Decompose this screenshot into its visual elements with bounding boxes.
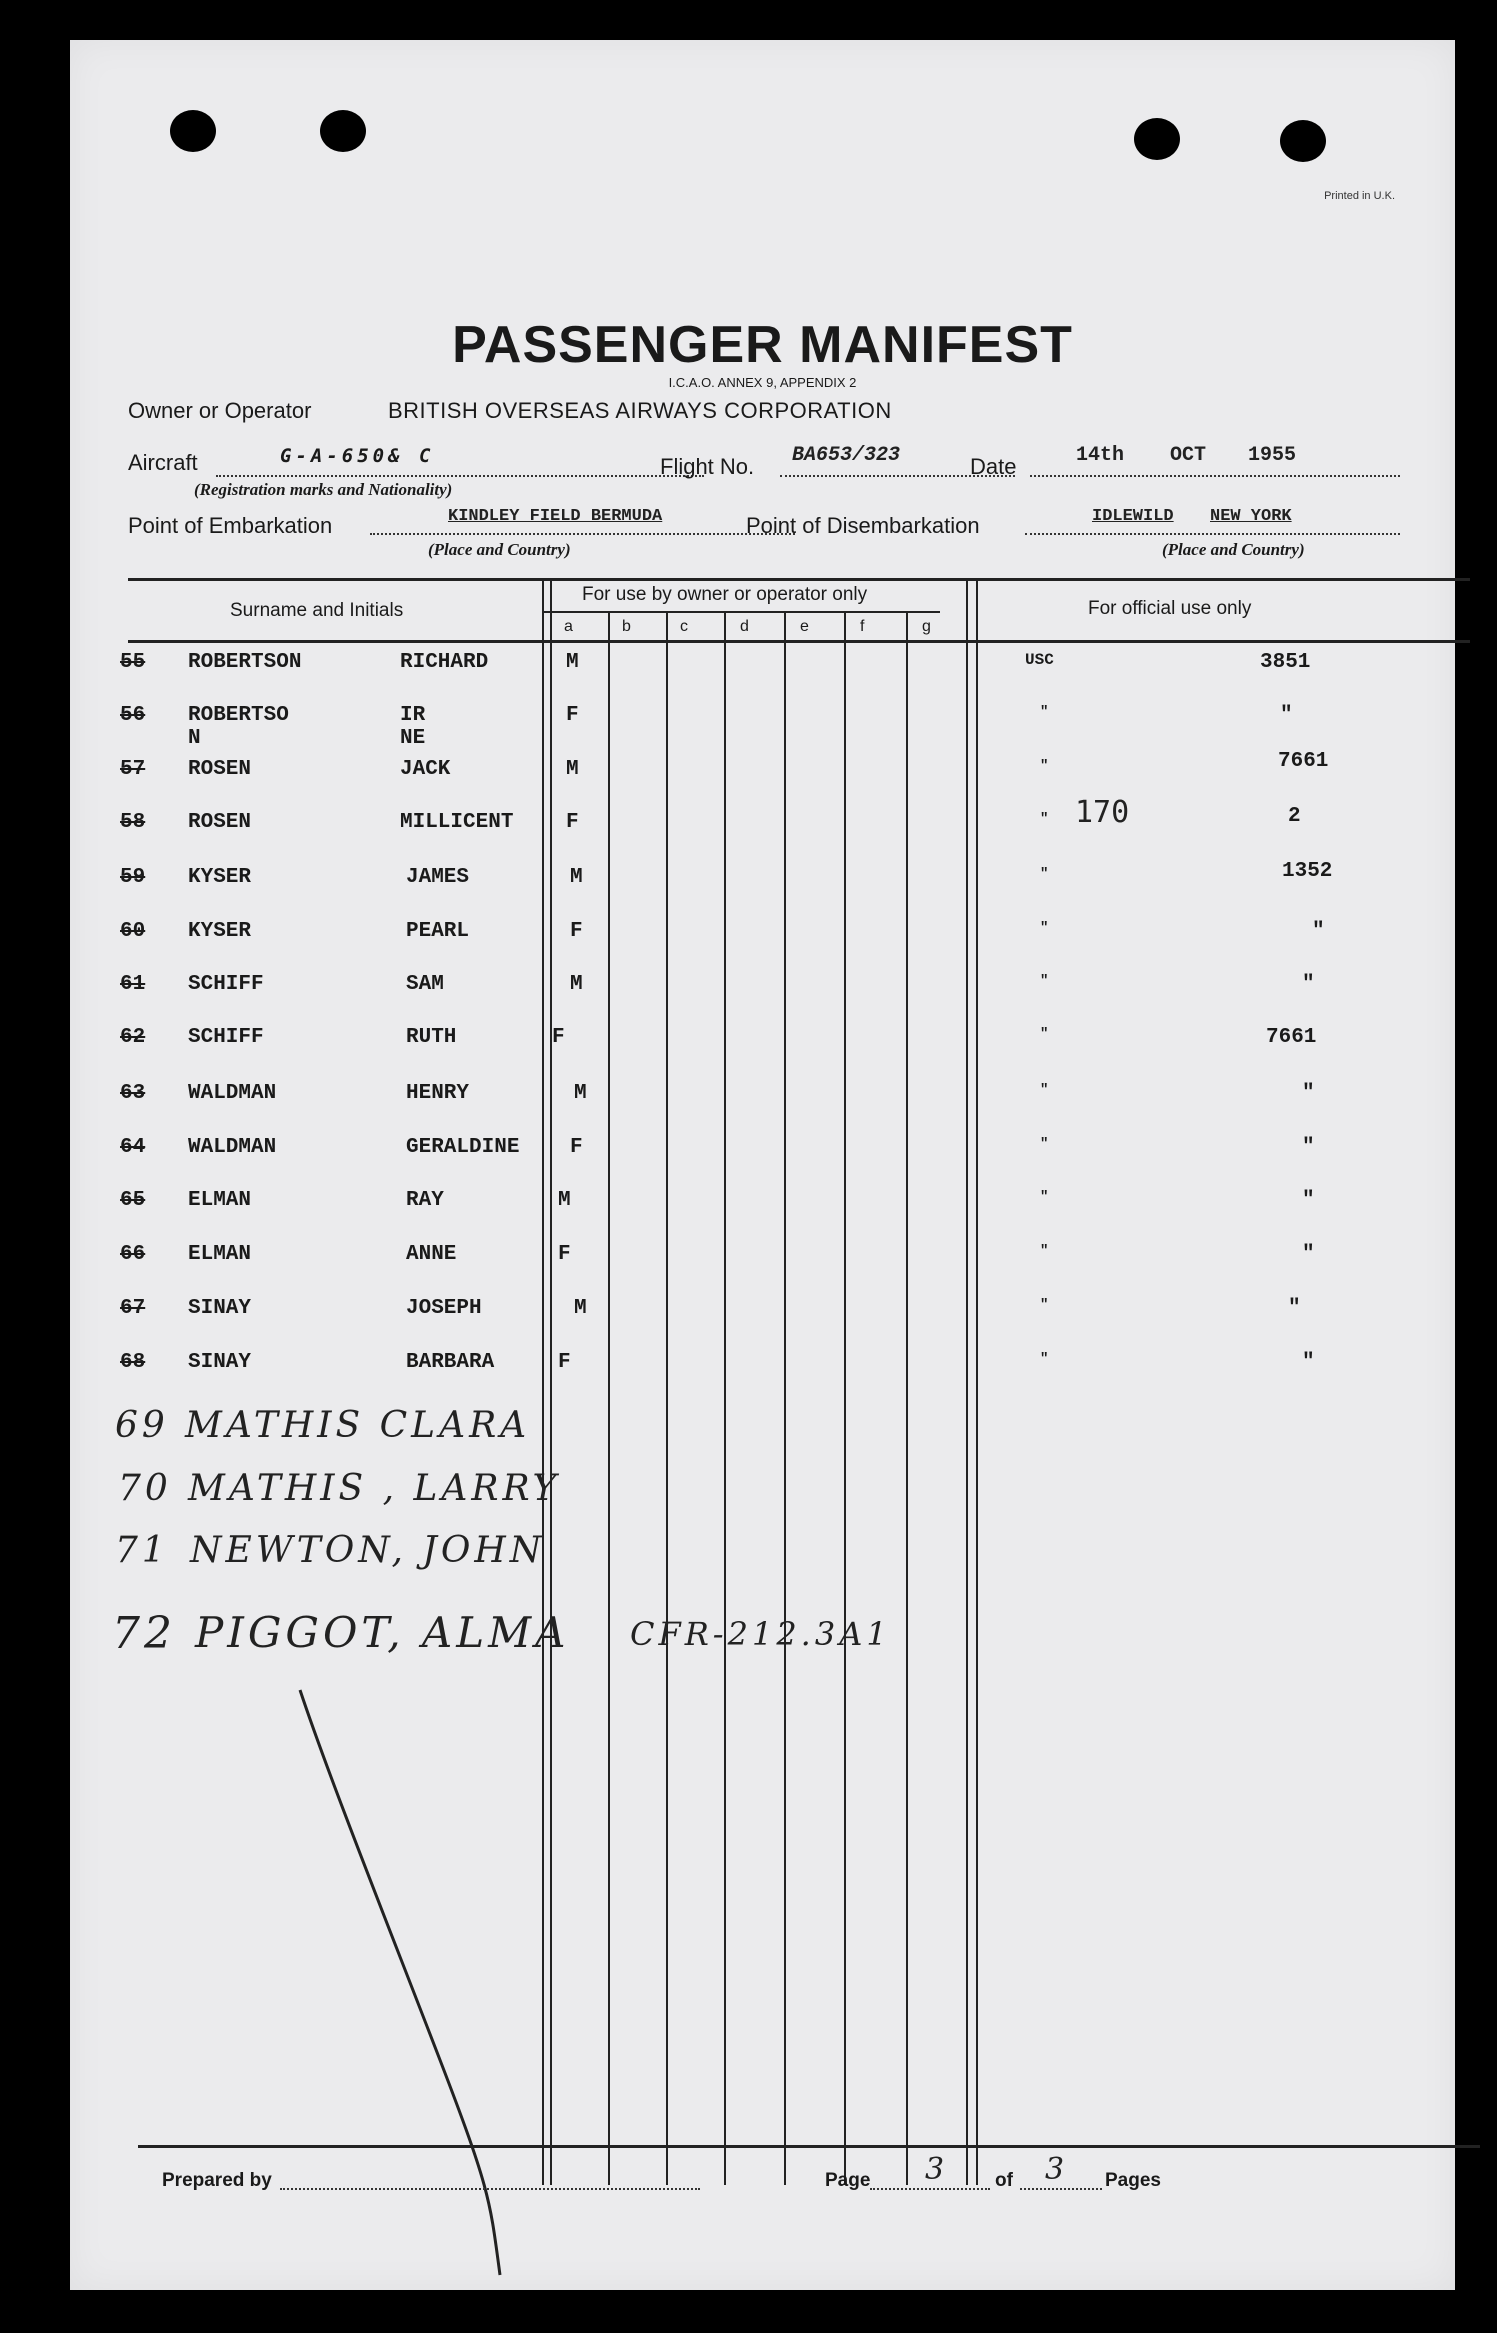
surname: WALDMAN — [188, 1082, 277, 1105]
surname: WALDMAN — [188, 1136, 277, 1159]
official-code: " — [1040, 1136, 1049, 1152]
first-name: HENRY — [406, 1082, 470, 1105]
official-number: " — [1302, 1243, 1315, 1266]
sex: F — [552, 1026, 565, 1049]
handwritten-row-number: 69 — [115, 1405, 169, 1446]
first-name: SAM — [406, 973, 444, 996]
punch-hole — [1134, 118, 1180, 160]
surname: SCHIFF — [188, 1026, 264, 1049]
disembarkation-state: NEW YORK — [1210, 507, 1292, 526]
col-d-header: d — [740, 618, 749, 635]
first-name: JOSEPH — [406, 1297, 482, 1320]
official-number: " — [1302, 1136, 1315, 1159]
embarkation-value: KINDLEY FIELD BERMUDA — [448, 507, 663, 526]
aircraft-label: Aircraft — [128, 450, 198, 475]
row-number: 55 — [120, 651, 146, 674]
official-code: " — [1040, 920, 1049, 936]
row-number: 68 — [120, 1351, 146, 1374]
sex: M — [566, 651, 579, 674]
official-code: USC — [1025, 651, 1054, 669]
official-code: " — [1040, 704, 1049, 720]
aircraft-value: G-A-650& C — [280, 445, 435, 467]
pen-stroke — [290, 1680, 530, 2280]
surname: SCHIFF — [188, 973, 264, 996]
row-number: 60 — [120, 920, 146, 943]
printed-in-note: Printed in U.K. — [1324, 190, 1395, 202]
flight-value: BA653/323 — [792, 444, 901, 467]
page-title: PASSENGER MANIFEST — [452, 316, 1073, 374]
date-year: 1955 — [1248, 444, 1297, 467]
official-use-header: For official use only — [1088, 598, 1252, 619]
surname: ROSEN — [188, 758, 252, 781]
prepared-by-label: Prepared by — [162, 2170, 272, 2191]
official-code: " — [1040, 1026, 1049, 1042]
surname: KYSER — [188, 866, 252, 889]
official-number: 7661 — [1278, 750, 1329, 773]
first-name: MILLICENT — [400, 811, 514, 834]
table-top-rule — [128, 578, 1470, 581]
official-number: " — [1288, 1297, 1301, 1320]
first-name: RUTH — [406, 1026, 457, 1049]
row-number: 62 — [120, 1026, 146, 1049]
row-number: 64 — [120, 1136, 146, 1159]
sex: M — [574, 1082, 587, 1105]
punch-hole — [1280, 120, 1326, 162]
embarkation-note: (Place and Country) — [428, 540, 571, 559]
official-code: " — [1040, 1082, 1049, 1098]
row-number: 66 — [120, 1243, 146, 1266]
row-number: 56 — [120, 704, 146, 727]
row-number: 63 — [120, 1082, 146, 1105]
first-name: PEARL — [406, 920, 470, 943]
row-number: 58 — [120, 811, 146, 834]
first-name: JAMES — [406, 866, 470, 889]
aircraft-note: (Registration marks and Nationality) — [194, 480, 453, 499]
row-number: 65 — [120, 1189, 146, 1212]
sex: F — [558, 1351, 571, 1374]
sex: F — [566, 811, 579, 834]
date-month: OCT — [1170, 444, 1207, 467]
page-subtitle: I.C.A.O. ANNEX 9, APPENDIX 2 — [668, 375, 857, 390]
disembarkation-note: (Place and Country) — [1162, 540, 1305, 559]
date-day: 14th — [1076, 444, 1125, 467]
of-label: of — [995, 2170, 1013, 2191]
official-number: " — [1302, 1189, 1315, 1212]
surname: ROBERTSON — [188, 651, 302, 674]
official-code: " — [1040, 758, 1049, 774]
official-code: " — [1040, 811, 1049, 827]
first-name: ANNE — [406, 1243, 457, 1266]
flight-label: Flight No. — [660, 454, 755, 479]
official-number: 7661 — [1266, 1026, 1317, 1049]
official-code: " — [1040, 1189, 1049, 1205]
stamp-number: 170 — [1075, 795, 1130, 830]
page-label: Page — [825, 2170, 871, 2191]
official-code: " — [1040, 1351, 1049, 1367]
page-count: 3 — [1045, 2152, 1069, 2187]
embarkation-label: Point of Embarkation — [128, 513, 333, 538]
official-number: " — [1312, 920, 1325, 943]
handwritten-passenger: MATHIS CLARA — [185, 1405, 531, 1446]
sex: F — [570, 1136, 583, 1159]
col-c-header: c — [680, 618, 688, 635]
surname: KYSER — [188, 920, 252, 943]
col-a-header: a — [564, 618, 573, 635]
first-name: RAY — [406, 1189, 444, 1212]
sex: M — [570, 973, 583, 996]
official-number: " — [1302, 973, 1315, 996]
first-name: RICHARD — [400, 651, 489, 674]
row-number: 61 — [120, 973, 146, 996]
table-header-rule — [128, 640, 1470, 643]
handwritten-passenger: NEWTON, JOHN — [190, 1530, 546, 1571]
handwritten-row-number: 70 — [118, 1468, 172, 1509]
surname: SINAY — [188, 1351, 252, 1374]
row-number: 59 — [120, 866, 146, 889]
first-name: IR NE — [400, 704, 426, 750]
date-label: Date — [970, 454, 1017, 479]
owner-value: BRITISH OVERSEAS AIRWAYS CORPORATION — [388, 398, 892, 423]
row-number: 67 — [120, 1297, 146, 1320]
sex: F — [558, 1243, 571, 1266]
handwritten-row-number: 72 — [112, 1608, 176, 1659]
handwritten-passenger: PIGGOT, ALMA — [195, 1608, 570, 1657]
surname: ELMAN — [188, 1243, 252, 1266]
official-number: " — [1302, 1082, 1315, 1105]
punch-hole — [320, 110, 366, 152]
col-g-header: g — [922, 618, 931, 635]
row-number: 57 — [120, 758, 146, 781]
surname: ROBERTSO N — [188, 704, 289, 750]
owner-use-header: For use by owner or operator only — [582, 584, 868, 605]
official-number: 1352 — [1282, 860, 1333, 883]
pages-label: Pages — [1105, 2170, 1161, 2191]
official-code: " — [1040, 1297, 1049, 1313]
official-number: 2 — [1288, 805, 1301, 828]
official-code: " — [1040, 973, 1049, 989]
sex: M — [558, 1189, 571, 1212]
sex: M — [570, 866, 583, 889]
col-f-header: f — [860, 618, 865, 635]
page-number: 3 — [925, 2152, 949, 2187]
sex: F — [570, 920, 583, 943]
official-code: " — [1040, 1243, 1049, 1259]
disembarkation-label: Point of Disembarkation — [746, 513, 980, 538]
manifest-sheet — [70, 40, 1455, 2290]
surname: SINAY — [188, 1297, 252, 1320]
handwritten-passenger: MATHIS , LARRY — [188, 1468, 561, 1509]
official-code: " — [1040, 866, 1049, 882]
footer-rule — [138, 2145, 1480, 2148]
surname-header: Surname and Initials — [230, 600, 404, 621]
punch-hole — [170, 110, 216, 152]
sex: F — [566, 704, 579, 727]
handwritten-code: CFR-212.3A1 — [630, 1615, 891, 1653]
first-name: BARBARA — [406, 1351, 495, 1374]
official-number: " — [1302, 1351, 1315, 1374]
handwritten-row-number: 71 — [115, 1530, 169, 1571]
first-name: GERALDINE — [406, 1136, 520, 1159]
col-b-header: b — [622, 618, 631, 635]
col-e-header: e — [800, 618, 809, 635]
sex: M — [574, 1297, 587, 1320]
disembarkation-city: IDLEWILD — [1092, 507, 1174, 526]
surname: ROSEN — [188, 811, 252, 834]
owner-label: Owner or Operator — [128, 398, 312, 423]
official-number: 3851 — [1260, 651, 1311, 674]
sex: M — [566, 758, 579, 781]
official-number: " — [1280, 704, 1293, 727]
surname: ELMAN — [188, 1189, 252, 1212]
first-name: JACK — [400, 758, 451, 781]
